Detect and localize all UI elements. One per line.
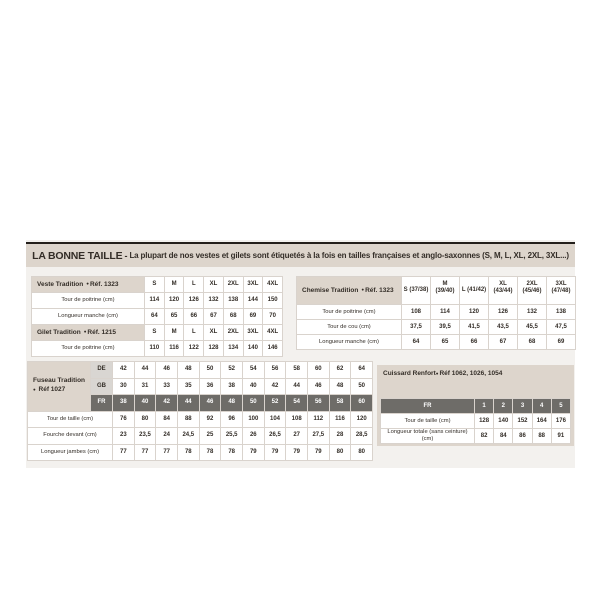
value-cell: 77 bbox=[135, 445, 156, 461]
table-title-cell bbox=[297, 277, 401, 304]
value-cell: 116 bbox=[330, 412, 351, 428]
table-name: Veste Tradition bbox=[37, 280, 84, 288]
page-subtitle: La plupart de nos vestes et gilets sont étiquetés à la fois en tailles françaises et anglo-saxonnes (S, M, L, XL, 2XL, 3XL...) bbox=[129, 251, 569, 260]
value-cell: 128 bbox=[475, 414, 493, 428]
cuissard-size-table bbox=[380, 398, 571, 444]
value-cell: 76 bbox=[113, 412, 134, 428]
size-header-cell: 42 bbox=[113, 362, 134, 378]
value-cell: 164 bbox=[533, 414, 551, 428]
size-header-cell: 35 bbox=[178, 379, 199, 395]
size-header-cell: 30 bbox=[113, 379, 134, 395]
size-system-label: FR bbox=[91, 395, 112, 411]
value-cell: 25,5 bbox=[221, 428, 242, 444]
size-header-cell: M bbox=[165, 277, 184, 292]
value-cell: 24,5 bbox=[178, 428, 199, 444]
table-title-cell bbox=[32, 277, 144, 292]
table-name: Cuissard Renfort bbox=[383, 370, 436, 377]
size-header-cell: 44 bbox=[286, 379, 307, 395]
row-label: Tour de taille (cm) bbox=[28, 412, 112, 428]
value-cell: 77 bbox=[156, 445, 177, 461]
size-header-cell: 56 bbox=[308, 395, 329, 411]
value-cell: 144 bbox=[244, 293, 263, 308]
size-header-cell: 52 bbox=[221, 362, 242, 378]
value-cell: 152 bbox=[513, 414, 531, 428]
value-cell: 64 bbox=[402, 335, 430, 349]
value-cell: 120 bbox=[165, 293, 184, 308]
value-cell: 65 bbox=[431, 335, 459, 349]
size-header-cell: 60 bbox=[351, 395, 372, 411]
fuseau-size-table bbox=[27, 361, 373, 461]
size-header-cell: 4XL bbox=[263, 277, 282, 292]
size-label: L bbox=[461, 287, 466, 294]
size-header-cell: 33 bbox=[156, 379, 177, 395]
table-title-cell bbox=[32, 325, 144, 340]
value-cell: 108 bbox=[402, 305, 430, 319]
value-cell: 138 bbox=[547, 305, 575, 319]
value-cell: 176 bbox=[552, 414, 570, 428]
value-cell: 64 bbox=[145, 309, 164, 324]
size-header-cell: L bbox=[184, 277, 203, 292]
row-label: Longueur manche (cm) bbox=[32, 309, 144, 324]
value-cell: 43,5 bbox=[489, 320, 517, 334]
value-cell: 140 bbox=[244, 341, 263, 356]
size-range: (43/44) bbox=[493, 287, 513, 294]
size-header-cell: 60 bbox=[308, 362, 329, 378]
size-header-cell: 56 bbox=[265, 362, 286, 378]
value-cell: 82 bbox=[475, 429, 493, 443]
value-cell: 132 bbox=[518, 305, 546, 319]
size-header-cell: 2XL bbox=[224, 325, 243, 340]
size-header-cell: 50 bbox=[243, 395, 264, 411]
bullet-icon: ● bbox=[83, 329, 87, 335]
value-cell: 70 bbox=[263, 309, 282, 324]
row-label: Longueur manche (cm) bbox=[297, 335, 401, 349]
title-band bbox=[26, 242, 575, 267]
size-header-cell: 54 bbox=[286, 395, 307, 411]
size-header-cell: 54 bbox=[243, 362, 264, 378]
value-cell: 88 bbox=[533, 429, 551, 443]
size-header-cell bbox=[518, 277, 546, 304]
table-ref: ●Réf. 1215 bbox=[83, 328, 116, 336]
size-header-cell: 46 bbox=[308, 379, 329, 395]
size-header-cell: S bbox=[145, 325, 164, 340]
table-ref: ●Réf. 1323 bbox=[86, 280, 119, 288]
value-cell: 100 bbox=[243, 412, 264, 428]
size-header-cell: M bbox=[165, 325, 184, 340]
size-header-cell: 38 bbox=[113, 395, 134, 411]
value-cell: 84 bbox=[156, 412, 177, 428]
row-label: Tour de poitrine (cm) bbox=[32, 293, 144, 308]
row-label: Longueur totale (sans ceinture) (cm) bbox=[381, 429, 474, 443]
value-cell: 45,5 bbox=[518, 320, 546, 334]
size-header-cell: 42 bbox=[265, 379, 286, 395]
value-cell: 23,5 bbox=[135, 428, 156, 444]
value-cell: 126 bbox=[184, 293, 203, 308]
size-header-cell: 31 bbox=[135, 379, 156, 395]
size-label: 3XL bbox=[555, 281, 567, 287]
page-title: LA BONNE TAILLE bbox=[32, 249, 123, 262]
value-cell: 122 bbox=[184, 341, 203, 356]
value-cell: 120 bbox=[460, 305, 488, 319]
value-cell: 24 bbox=[156, 428, 177, 444]
value-cell: 108 bbox=[286, 412, 307, 428]
size-header-cell: 62 bbox=[330, 362, 351, 378]
value-cell: 68 bbox=[518, 335, 546, 349]
size-header-cell: 42 bbox=[156, 395, 177, 411]
size-range: (41/42) bbox=[467, 287, 487, 294]
value-cell: 78 bbox=[200, 445, 221, 461]
size-header-cell: 50 bbox=[351, 379, 372, 395]
value-cell: 84 bbox=[494, 429, 512, 443]
size-range: (47/48) bbox=[551, 287, 571, 294]
value-cell: 110 bbox=[145, 341, 164, 356]
size-header-cell: 46 bbox=[156, 362, 177, 378]
value-cell: 88 bbox=[178, 412, 199, 428]
table-name: Fuseau Tradition bbox=[33, 377, 86, 385]
size-header-cell: 48 bbox=[178, 362, 199, 378]
value-cell: 77 bbox=[113, 445, 134, 461]
table-title-cell bbox=[28, 362, 90, 411]
size-header-cell: 64 bbox=[351, 362, 372, 378]
value-cell: 26,5 bbox=[265, 428, 286, 444]
value-cell: 120 bbox=[351, 412, 372, 428]
value-cell: 47,5 bbox=[547, 320, 575, 334]
size-header-cell bbox=[431, 277, 459, 304]
value-cell: 68 bbox=[224, 309, 243, 324]
table-name: Chemise Tradition bbox=[302, 286, 359, 294]
size-range: (37/38) bbox=[409, 287, 429, 294]
size-chart-sheet bbox=[26, 240, 575, 468]
value-cell: 126 bbox=[489, 305, 517, 319]
size-header-cell bbox=[402, 277, 430, 304]
size-range: (45/46) bbox=[522, 287, 542, 294]
size-header-cell: 50 bbox=[200, 362, 221, 378]
value-cell: 140 bbox=[494, 414, 512, 428]
bullet-icon: ● bbox=[435, 370, 439, 376]
value-cell: 41,5 bbox=[460, 320, 488, 334]
value-cell: 67 bbox=[489, 335, 517, 349]
value-cell: 96 bbox=[221, 412, 242, 428]
size-header-cell: 36 bbox=[200, 379, 221, 395]
size-header-cell: 4XL bbox=[263, 325, 282, 340]
value-cell: 79 bbox=[265, 445, 286, 461]
size-label: 2XL bbox=[526, 281, 538, 287]
size-header-cell: 58 bbox=[286, 362, 307, 378]
value-cell: 69 bbox=[547, 335, 575, 349]
value-cell: 114 bbox=[145, 293, 164, 308]
size-header-cell: 46 bbox=[200, 395, 221, 411]
value-cell: 134 bbox=[224, 341, 243, 356]
value-cell: 65 bbox=[165, 309, 184, 324]
value-cell: 116 bbox=[165, 341, 184, 356]
size-system-label: DE bbox=[91, 362, 112, 378]
value-cell: 66 bbox=[460, 335, 488, 349]
value-cell: 78 bbox=[178, 445, 199, 461]
table-name: Gilet Tradition bbox=[37, 328, 81, 336]
value-cell: 27,5 bbox=[308, 428, 329, 444]
value-cell: 80 bbox=[330, 445, 351, 461]
size-label: XL bbox=[499, 281, 507, 287]
size-header-cell bbox=[460, 277, 488, 304]
value-cell: 25 bbox=[200, 428, 221, 444]
row-label: Tour de poitrine (cm) bbox=[297, 305, 401, 319]
size-header-cell: 3 bbox=[513, 399, 531, 413]
value-cell: 146 bbox=[263, 341, 282, 356]
size-header-cell: 3XL bbox=[244, 325, 263, 340]
value-cell: 138 bbox=[224, 293, 243, 308]
size-header-cell: 58 bbox=[330, 395, 351, 411]
size-header-cell: 44 bbox=[135, 362, 156, 378]
table-ref: ● Réf 1027 bbox=[33, 386, 66, 394]
value-cell: 112 bbox=[308, 412, 329, 428]
value-cell: 91 bbox=[552, 429, 570, 443]
value-cell: 104 bbox=[265, 412, 286, 428]
title-separator: - bbox=[124, 250, 128, 261]
value-cell: 114 bbox=[431, 305, 459, 319]
bullet-icon: ● bbox=[33, 386, 36, 392]
value-cell: 67 bbox=[204, 309, 223, 324]
value-cell: 92 bbox=[200, 412, 221, 428]
value-cell: 28,5 bbox=[351, 428, 372, 444]
row-label: Fourche devant (cm) bbox=[28, 428, 112, 444]
value-cell: 79 bbox=[308, 445, 329, 461]
size-header-cell: S bbox=[145, 277, 164, 292]
row-label: Tour de cou (cm) bbox=[297, 320, 401, 334]
value-cell: 78 bbox=[221, 445, 242, 461]
value-cell: 23 bbox=[113, 428, 134, 444]
size-header-cell: 48 bbox=[221, 395, 242, 411]
bullet-icon: ● bbox=[86, 281, 89, 287]
row-label: Tour de poitrine (cm) bbox=[32, 341, 144, 356]
size-header-cell: L bbox=[184, 325, 203, 340]
size-header-cell: XL bbox=[204, 277, 223, 292]
value-cell: 80 bbox=[351, 445, 372, 461]
size-header-cell bbox=[489, 277, 517, 304]
size-header-cell: 44 bbox=[178, 395, 199, 411]
value-cell: 79 bbox=[286, 445, 307, 461]
size-header-cell: XL bbox=[204, 325, 223, 340]
value-cell: 80 bbox=[135, 412, 156, 428]
cuissard-title bbox=[383, 369, 502, 379]
size-header-cell: 38 bbox=[221, 379, 242, 395]
size-header-cell: 2 bbox=[494, 399, 512, 413]
size-header-cell: 2XL bbox=[224, 277, 243, 292]
value-cell: 27 bbox=[286, 428, 307, 444]
size-header-cell: 48 bbox=[330, 379, 351, 395]
size-header-cell bbox=[547, 277, 575, 304]
size-label: M bbox=[442, 281, 448, 287]
chemise-size-table bbox=[296, 276, 576, 350]
table-header-label: FR bbox=[381, 399, 474, 413]
value-cell: 79 bbox=[243, 445, 264, 461]
size-system-label: GB bbox=[91, 379, 112, 395]
value-cell: 150 bbox=[263, 293, 282, 308]
value-cell: 132 bbox=[204, 293, 223, 308]
size-header-cell: 3XL bbox=[244, 277, 263, 292]
size-range: (39/40) bbox=[435, 287, 455, 294]
value-cell: 128 bbox=[204, 341, 223, 356]
veste-gilet-size-table bbox=[31, 276, 283, 357]
value-cell: 86 bbox=[513, 429, 531, 443]
table-ref: ●Réf 1062, 1026, 1054 bbox=[435, 370, 503, 377]
table-ref: ●Réf. 1323 bbox=[361, 286, 394, 294]
size-header-cell: 5 bbox=[552, 399, 570, 413]
value-cell: 37,5 bbox=[402, 320, 430, 334]
value-cell: 69 bbox=[244, 309, 263, 324]
row-label: Longueur jambes (cm) bbox=[28, 445, 112, 461]
cuissard-panel bbox=[377, 365, 574, 446]
row-label: Tour de taille (cm) bbox=[381, 414, 474, 428]
value-cell: 39,5 bbox=[431, 320, 459, 334]
value-cell: 28 bbox=[330, 428, 351, 444]
size-label: S bbox=[403, 287, 408, 294]
bullet-icon: ● bbox=[361, 287, 365, 293]
value-cell: 66 bbox=[184, 309, 203, 324]
value-cell: 26 bbox=[243, 428, 264, 444]
size-header-cell: 1 bbox=[475, 399, 493, 413]
size-header-cell: 4 bbox=[533, 399, 551, 413]
size-header-cell: 52 bbox=[265, 395, 286, 411]
size-header-cell: 40 bbox=[243, 379, 264, 395]
size-header-cell: 40 bbox=[135, 395, 156, 411]
